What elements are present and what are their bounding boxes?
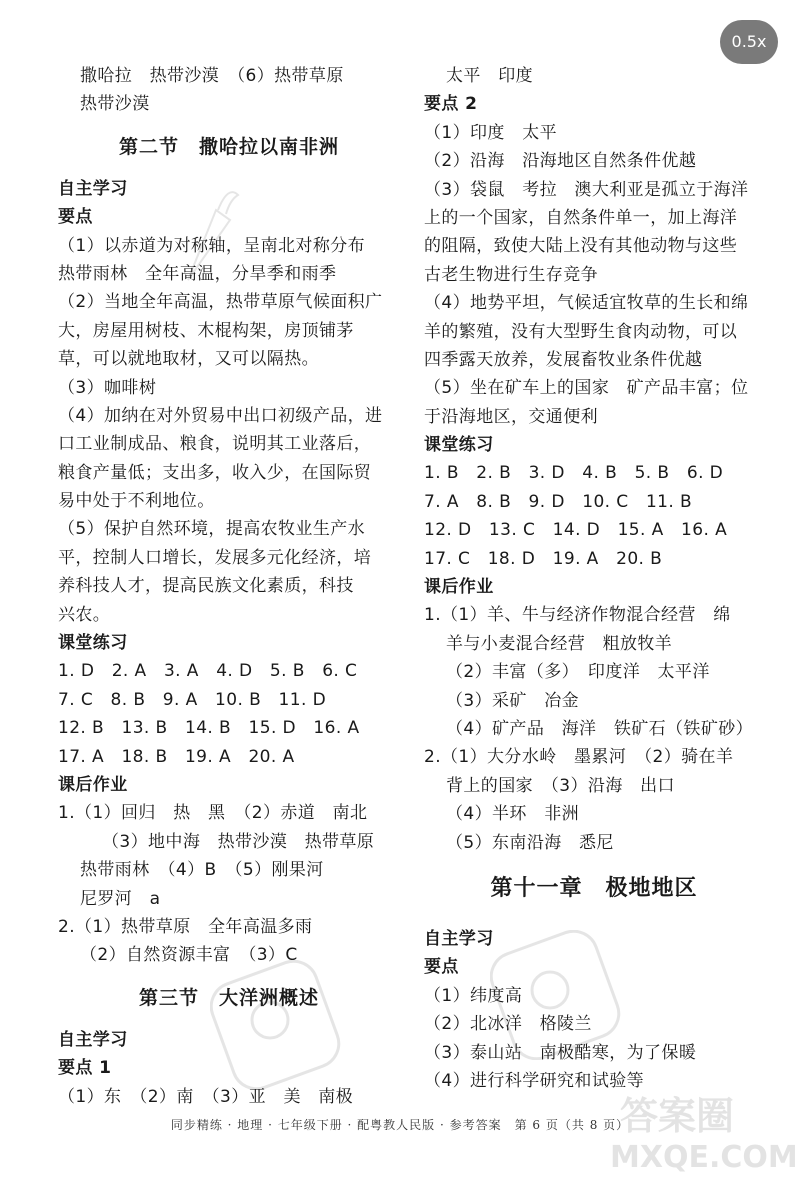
answer-line: （1）以赤道为对称轴，呈南北对称分布 [58, 235, 366, 256]
answer-line: 羊的繁殖，没有大型野生食肉动物，可以 [424, 321, 738, 342]
answer-line: 背上的国家 （3）沿海 出口 [446, 775, 675, 796]
subheading: 要点 2 [424, 94, 478, 115]
subheading: 自主学习 [424, 928, 494, 949]
answer-line: 兴农。 [58, 604, 111, 625]
answer-line: 1.（1）羊、牛与经济作物混合经营 绵 [424, 605, 731, 626]
answer-line: （4）矿产品 海洋 铁矿石（铁矿砂） [446, 718, 754, 739]
answer-line: （1）东 （2）南 （3）亚 美 南极 [58, 1086, 354, 1107]
answer-line: （3）袋鼠 考拉 澳大利亚是孤立于海洋 [424, 179, 749, 200]
subheading: 自主学习 [58, 1029, 128, 1050]
answer-line: （4）地势平坦，气候适宜牧草的生长和绵 [424, 293, 749, 314]
answer-line: 于沿海地区，交通便利 [424, 406, 598, 427]
page-footer: 同步精练 · 地理 · 七年级下册 · 配粤教人民版 · 参考答案 第 6 页（共 8 页） [170, 1118, 630, 1132]
subheading: 自主学习 [58, 178, 128, 199]
answer-line: 羊与小麦混合经营 粗放牧羊 [446, 633, 673, 654]
answer-line: 17. C 18. D 19. A 20. B [424, 548, 663, 569]
answer-line: 热带雨林 全年高温，分旱季和雨季 [58, 263, 337, 284]
answer-line: 2.（1）大分水岭 墨累河 （2）骑在羊 [424, 747, 734, 768]
kuaidui-watermark-icon [210, 960, 350, 1090]
answer-line: （1）印度 太平 [424, 122, 558, 143]
answer-line: （5）东南沿海 悉尼 [446, 832, 614, 853]
zoom-level-badge[interactable]: 0.5x [720, 20, 778, 64]
answer-line: （2）自然资源丰富 （3）C [80, 945, 298, 966]
answer-line: 7. A 8. B 9. D 10. C 11. B [424, 491, 693, 512]
answer-line: 四季露天放养，发展畜牧业条件优越 [424, 349, 703, 370]
answer-line: （3）地中海 热带沙漠 热带草原 [102, 831, 375, 852]
site-watermark: MXQE.COM [610, 1140, 798, 1175]
answer-line: 撒哈拉 热带沙漠 （6）热带草原 [80, 66, 344, 86]
answer-line: 7. C 8. B 9. A 10. B 11. D [58, 689, 327, 710]
answer-line: 1. B 2. B 3. D 4. B 5. B 6. D [424, 463, 724, 484]
answer-line: 热带沙漠 [80, 94, 150, 115]
answer-line: （5）保护自然环境，提高农牧业生产水 [58, 519, 366, 540]
answer-line: （3）泰山站 南极酷寒，为了保暖 [424, 1042, 697, 1063]
answer-line: 粮食产量低；支出多，收入少，在国际贸 [58, 462, 372, 483]
answer-line: （3）采矿 冶金 [446, 690, 580, 711]
carrot-watermark-icon [168, 180, 248, 290]
answer-line: （3）咖啡树 [58, 377, 157, 398]
answer-circle-watermark: 答案圈 [620, 1094, 735, 1138]
answer-line: 2.（1）热带草原 全年高温多雨 [58, 916, 313, 937]
answer-line: （2）丰富（多） 印度洋 太平洋 [446, 662, 710, 683]
answer-line: 12. B 13. B 14. B 15. D 16. A [58, 718, 360, 739]
subheading: 要点 [424, 957, 459, 978]
answer-line: 草，可以就地取材，又可以隔热。 [58, 349, 319, 370]
answer-line: （4）半环 非洲 [446, 804, 580, 825]
answer-line: 易中处于不利地位。 [58, 491, 215, 512]
answer-line: （2）北冰洋 格陵兰 [424, 1014, 592, 1035]
subheading: 要点 1 [58, 1058, 112, 1079]
answer-line: 的阻隔，致使大陆上没有其他动物与这些 [424, 236, 738, 257]
answer-line: 太平 印度 [446, 66, 533, 86]
answer-line: 口工业制成品、粮食，说明其工业落后， [58, 434, 372, 455]
answer-line: （1）纬度高 [424, 985, 523, 1006]
answer-line: 热带雨林 （4）B （5）刚果河 [80, 860, 324, 881]
section-heading: 第十一章 极地地区 [490, 875, 698, 901]
answer-line: （2）沿海 沿海地区自然条件优越 [424, 151, 697, 172]
section-heading: 第二节 撒哈拉以南非洲 [118, 135, 339, 158]
kuaidui-watermark-icon-2 [490, 930, 630, 1060]
answer-line: （4）进行科学研究和试验等 [424, 1070, 645, 1091]
subheading: 课后作业 [424, 577, 494, 598]
answer-line: 养科技人才，提高民族文化素质，科技 [58, 576, 354, 597]
answer-line: （2）当地全年高温，热带草原气候面积广 [58, 292, 383, 313]
subheading: 课后作业 [58, 774, 128, 795]
answer-line: 12. D 13. C 14. D 15. A 16. A [424, 520, 728, 541]
answer-line: （4）加纳在对外贸易中出口初级产品，进 [58, 405, 383, 426]
subheading: 课堂练习 [424, 435, 494, 456]
answer-line: 尼罗河 a [80, 888, 161, 909]
answer-line: （5）坐在矿车上的国家 矿产品丰富；位 [424, 378, 749, 399]
subheading: 课堂练习 [58, 633, 128, 654]
subheading: 要点 [58, 207, 93, 228]
answer-line: 17. A 18. B 19. A 20. A [58, 746, 295, 767]
answer-line: 上的一个国家，自然条件单一，加上海洋 [424, 207, 738, 228]
answer-line: 大，房屋用树枝、木棍构架，房顶铺茅 [58, 320, 354, 341]
section-heading: 第三节 大洋洲概述 [138, 986, 319, 1009]
answer-line: 古老生物进行生存竞争 [424, 264, 598, 285]
answer-line: 平，控制人口增长，发展多元化经济，培 [58, 547, 372, 568]
answer-line: 1. D 2. A 3. A 4. D 5. B 6. C [58, 661, 358, 682]
answer-line: 1.（1）回归 热 黑 （2）赤道 南北 [58, 803, 368, 824]
